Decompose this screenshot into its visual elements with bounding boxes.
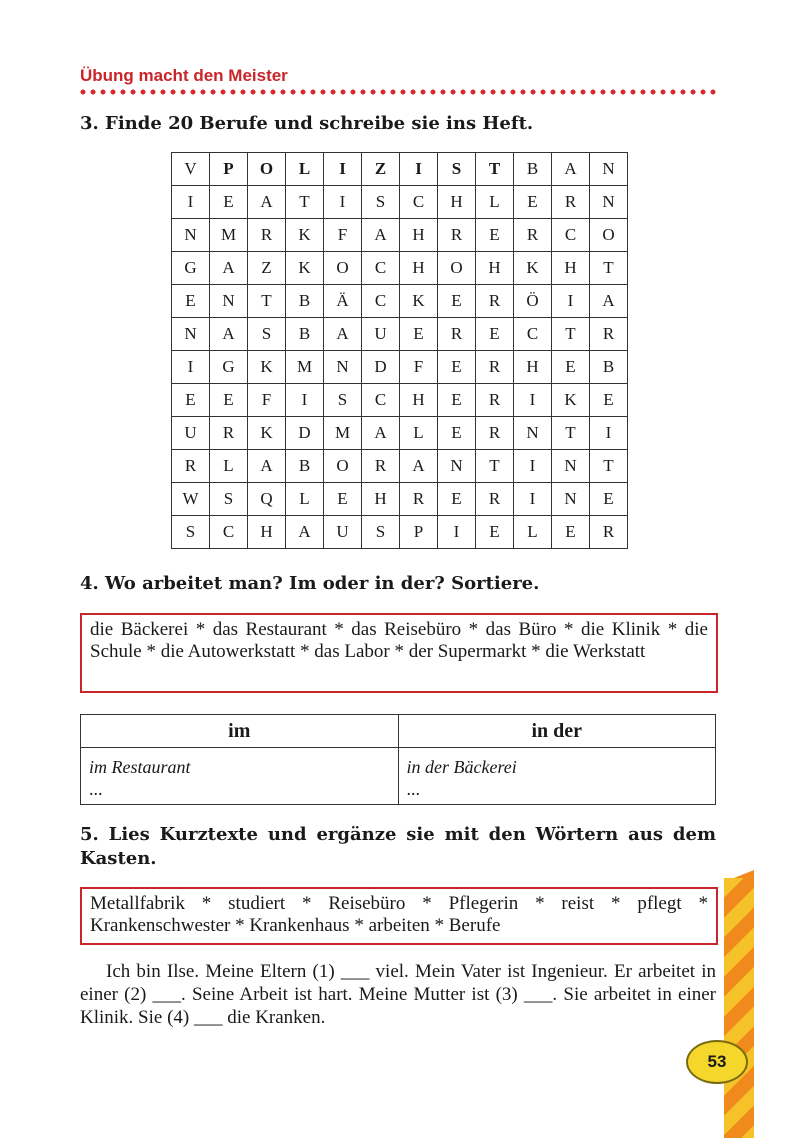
grid-cell: K [552,384,590,417]
grid-cell: C [362,252,400,285]
grid-cell: O [248,153,286,186]
grid-cell: Ö [514,285,552,318]
grid-cell: O [590,219,628,252]
grid-cell: S [172,516,210,549]
grid-cell: T [552,417,590,450]
ellipsis-in-der: ... [406,779,420,799]
grid-cell: Q [248,483,286,516]
grid-cell: R [514,219,552,252]
grid-cell: T [590,450,628,483]
grid-cell: A [286,516,324,549]
dotted-divider [78,88,720,96]
grid-cell: E [210,186,248,219]
grid-cell: E [172,384,210,417]
grid-cell: R [476,351,514,384]
task-4-word-box: die Bäckerei * das Restaurant * das Reisebüro * das Büro * die Klinik * die Schule * die Autowerkstatt * das Labor * der Supermarkt * die Werkstatt [80,613,718,693]
task-3-title: 3. Finde 20 Berufe und schreibe sie ins Heft. [80,113,534,134]
grid-cell: I [324,186,362,219]
grid-cell: W [172,483,210,516]
task-4-title: 4. Wo arbeitet man? Im oder in der? Sortiere. [80,573,540,594]
grid-cell: E [438,351,476,384]
grid-cell: E [438,483,476,516]
grid-row [172,318,628,351]
grid-cell: T [552,318,590,351]
grid-cell: N [552,450,590,483]
grid-row [172,252,628,285]
grid-cell: A [590,285,628,318]
grid-cell: A [552,153,590,186]
grid-cell: I [172,351,210,384]
cell-im [81,748,399,805]
grid-cell: N [438,450,476,483]
grid-cell: R [590,516,628,549]
grid-cell: K [248,351,286,384]
grid-cell: R [248,219,286,252]
grid-cell: I [400,153,438,186]
grid-cell: E [438,285,476,318]
grid-cell: Z [248,252,286,285]
gap-text [80,960,716,1029]
grid-cell: K [286,252,324,285]
sort-table [80,714,716,805]
grid-cell: H [476,252,514,285]
grid-cell: R [476,417,514,450]
column-header-in-der: in der [398,715,716,748]
grid-cell: E [438,384,476,417]
page-number: 53 [707,1052,727,1071]
grid-cell: K [400,285,438,318]
grid-cell: I [514,483,552,516]
column-header-im: im [81,715,399,748]
grid-cell: E [476,516,514,549]
grid-cell: H [362,483,400,516]
grid-row [172,351,628,384]
grid-cell: R [590,318,628,351]
grid-cell: V [172,153,210,186]
grid-cell: S [362,516,400,549]
grid-row [172,153,628,186]
grid-row [172,384,628,417]
grid-cell: I [590,417,628,450]
grid-cell: T [286,186,324,219]
grid-cell: R [438,219,476,252]
grid-cell: L [400,417,438,450]
grid-cell: L [286,483,324,516]
grid-cell: E [324,483,362,516]
grid-cell: U [362,318,400,351]
grid-cell: O [324,450,362,483]
grid-cell: R [476,384,514,417]
grid-cell: A [362,417,400,450]
grid-cell: I [172,186,210,219]
grid-cell: N [590,153,628,186]
grid-cell: E [476,318,514,351]
grid-cell: A [210,318,248,351]
grid-cell: E [514,186,552,219]
grid-cell: A [324,318,362,351]
grid-cell: E [172,285,210,318]
example-im: im Restaurant [89,757,191,777]
grid-cell: S [438,153,476,186]
grid-cell: T [248,285,286,318]
grid-cell: H [400,252,438,285]
grid-cell: N [210,285,248,318]
grid-cell: K [248,417,286,450]
grid-cell: M [286,351,324,384]
grid-cell: C [362,285,400,318]
ellipsis-im: ... [89,779,103,799]
grid-cell: B [286,450,324,483]
grid-cell: H [400,219,438,252]
grid-cell: C [514,318,552,351]
grid-cell: A [362,219,400,252]
grid-cell: F [324,219,362,252]
grid-cell: I [286,384,324,417]
grid-cell: H [400,384,438,417]
grid-cell: I [514,384,552,417]
grid-cell: K [286,219,324,252]
grid-cell: H [248,516,286,549]
grid-cell: C [362,384,400,417]
task-5-title: 5. Lies Kurztexte und ergänze sie mit den Wörtern aus dem Kasten. [80,824,716,869]
cell-in-der [398,748,716,805]
grid-cell: U [172,417,210,450]
grid-cell: L [210,450,248,483]
grid-cell: Z [362,153,400,186]
grid-cell: F [400,351,438,384]
grid-cell: N [590,186,628,219]
grid-cell: B [286,285,324,318]
grid-cell: O [324,252,362,285]
grid-cell: B [286,318,324,351]
grid-cell: E [210,384,248,417]
grid-cell: C [552,219,590,252]
grid-cell: H [552,252,590,285]
grid-cell: E [590,483,628,516]
grid-cell: P [400,516,438,549]
grid-cell: H [438,186,476,219]
grid-cell: E [400,318,438,351]
grid-cell: T [590,252,628,285]
grid-cell: S [248,318,286,351]
grid-cell: Ä [324,285,362,318]
grid-cell: E [552,351,590,384]
grid-cell: L [286,153,324,186]
grid-cell: L [476,186,514,219]
grid-cell: T [476,450,514,483]
grid-cell: R [476,483,514,516]
grid-cell: I [552,285,590,318]
grid-cell: T [476,153,514,186]
page-number-badge [686,1040,748,1084]
grid-cell: R [210,417,248,450]
grid-cell: N [324,351,362,384]
task-5-word-box: Metallfabrik * studiert * Reisebüro * Pflegerin * reist * pflegt * Krankenschwester * Krankenhaus * arbeiten * Berufe [80,887,718,945]
word-search-grid [171,152,628,549]
grid-cell: N [552,483,590,516]
grid-cell: K [514,252,552,285]
grid-cell: P [210,153,248,186]
grid-cell: C [210,516,248,549]
grid-row [172,516,628,549]
grid-row [172,285,628,318]
grid-cell: S [210,483,248,516]
grid-row [172,450,628,483]
grid-row [172,483,628,516]
grid-cell: R [438,318,476,351]
grid-cell: U [324,516,362,549]
grid-cell: A [248,186,286,219]
grid-cell: N [514,417,552,450]
grid-row [172,417,628,450]
grid-cell: R [172,450,210,483]
grid-cell: O [438,252,476,285]
grid-cell: R [400,483,438,516]
grid-cell: B [590,351,628,384]
grid-cell: D [286,417,324,450]
grid-cell: N [172,318,210,351]
grid-cell: D [362,351,400,384]
grid-row [172,219,628,252]
grid-cell: M [324,417,362,450]
gap-text-paragraph: Ich bin Ilse. Meine Eltern (1) ___ viel. Mein Vater ist Ingenieur. Er arbeitet in einer (2) ___. Seine Arbeit ist hart. Meine Mutter ist (3) ___. Sie arbeitet in einer Klinik. Sie (4) ___ die Kranken. [80,961,716,1028]
grid-cell: B [514,153,552,186]
grid-cell: G [210,351,248,384]
grid-cell: C [400,186,438,219]
grid-cell: N [172,219,210,252]
grid-cell: M [210,219,248,252]
grid-cell: F [248,384,286,417]
grid-cell: H [514,351,552,384]
grid-cell: R [362,450,400,483]
grid-cell: S [324,384,362,417]
section-title: Übung macht den Meister [80,66,288,85]
grid-cell: A [248,450,286,483]
grid-cell: A [400,450,438,483]
grid-row [172,186,628,219]
grid-cell: I [514,450,552,483]
grid-cell: R [476,285,514,318]
grid-cell: R [552,186,590,219]
grid-cell: E [438,417,476,450]
example-in-der: in der Bäckerei [406,757,517,777]
grid-cell: I [438,516,476,549]
grid-cell: S [362,186,400,219]
grid-cell: G [172,252,210,285]
grid-cell: L [514,516,552,549]
grid-cell: E [590,384,628,417]
grid-cell: E [476,219,514,252]
grid-cell: E [552,516,590,549]
grid-cell: I [324,153,362,186]
grid-cell: A [210,252,248,285]
side-stripe [724,878,754,1138]
